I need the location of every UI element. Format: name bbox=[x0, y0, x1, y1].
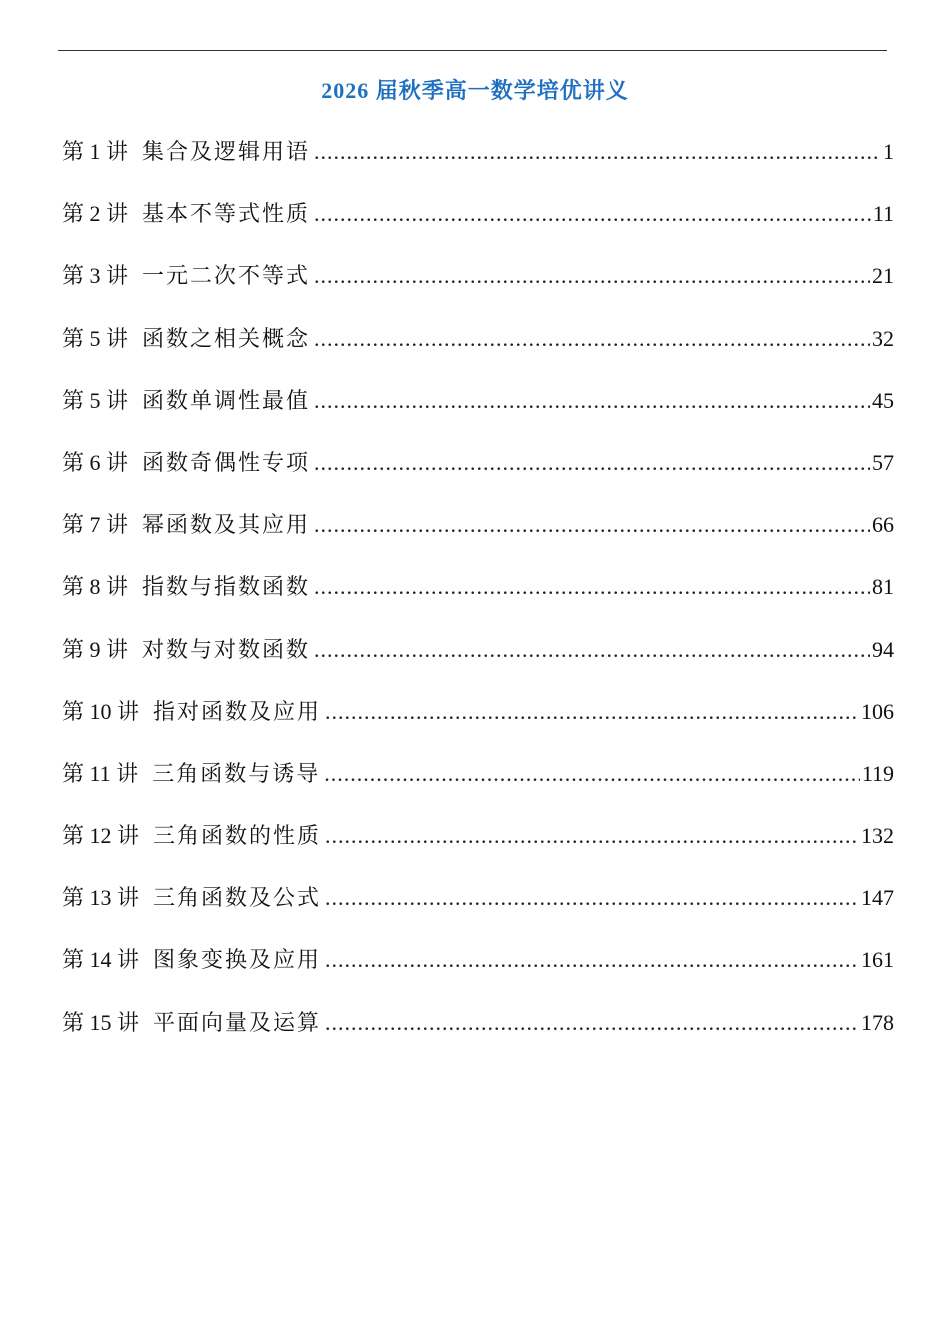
toc-entry[interactable] bbox=[62, 694, 894, 756]
toc-topic: 图象变换及应用 bbox=[153, 947, 322, 973]
toc-page-number: 81 bbox=[872, 574, 894, 600]
dot-leader bbox=[314, 569, 870, 605]
toc-topic: 函数之相关概念 bbox=[142, 325, 311, 351]
toc-page-number: 178 bbox=[861, 1009, 894, 1035]
toc-page-number: 45 bbox=[872, 387, 894, 413]
toc-lecture-number: 第 5 讲 bbox=[62, 387, 129, 413]
toc-page-number: 161 bbox=[861, 947, 894, 973]
dot-leader bbox=[314, 445, 870, 481]
toc-topic: 函数奇偶性专项 bbox=[142, 449, 311, 475]
toc-topic: 三角函数的性质 bbox=[153, 823, 322, 849]
toc-lecture-number: 第 13 讲 bbox=[62, 885, 140, 911]
toc-entry[interactable] bbox=[62, 880, 894, 942]
toc-topic: 三角函数及公式 bbox=[153, 885, 322, 911]
toc-entry[interactable] bbox=[62, 445, 894, 507]
toc-lecture-number: 第 3 讲 bbox=[62, 263, 129, 289]
toc-page-number: 57 bbox=[872, 449, 894, 475]
toc-page-number: 132 bbox=[861, 823, 894, 849]
dot-leader bbox=[314, 383, 870, 419]
dot-leader bbox=[314, 196, 871, 232]
dot-leader bbox=[314, 134, 881, 170]
toc-page-number: 11 bbox=[872, 201, 894, 227]
toc-page-number: 66 bbox=[872, 512, 894, 538]
dot-leader bbox=[314, 507, 870, 543]
toc-entry[interactable] bbox=[62, 569, 894, 631]
toc-lecture-number: 第 9 讲 bbox=[62, 636, 129, 662]
dot-leader bbox=[324, 756, 860, 792]
toc-page-number: 94 bbox=[872, 636, 894, 662]
toc-topic: 幂函数及其应用 bbox=[142, 512, 311, 538]
toc-topic: 指数与指数函数 bbox=[142, 574, 311, 600]
toc-entry[interactable] bbox=[62, 258, 894, 320]
toc-page-number: 106 bbox=[861, 698, 894, 724]
toc-lecture-number: 第 11 讲 bbox=[62, 760, 139, 786]
toc-lecture-number: 第 5 讲 bbox=[62, 325, 129, 351]
dot-leader bbox=[314, 258, 870, 294]
header-rule bbox=[58, 50, 887, 51]
dot-leader bbox=[314, 632, 870, 668]
dot-leader bbox=[325, 818, 859, 854]
toc-entry[interactable] bbox=[62, 756, 894, 818]
toc-lecture-number: 第 2 讲 bbox=[62, 201, 129, 227]
toc-topic: 对数与对数函数 bbox=[142, 636, 311, 662]
toc-topic: 三角函数与诱导 bbox=[152, 760, 321, 786]
toc-entry[interactable] bbox=[62, 942, 894, 1004]
toc-topic: 基本不等式性质 bbox=[142, 201, 311, 227]
dot-leader bbox=[325, 880, 859, 916]
toc-entry[interactable] bbox=[62, 383, 894, 445]
toc-lecture-number: 第 6 讲 bbox=[62, 449, 129, 475]
toc-entry[interactable] bbox=[62, 507, 894, 569]
toc-lecture-number: 第 1 讲 bbox=[62, 139, 129, 164]
toc-page-number: 21 bbox=[872, 263, 894, 289]
dot-leader bbox=[325, 1005, 859, 1041]
toc-entry[interactable] bbox=[62, 134, 894, 196]
toc-page-number: 1 bbox=[883, 139, 894, 164]
document-title: 2026 届秋季高一数学培优讲义 bbox=[321, 78, 629, 103]
toc-topic: 指对函数及应用 bbox=[153, 698, 322, 724]
toc-page-number: 119 bbox=[861, 760, 894, 786]
toc-page-number: 147 bbox=[861, 885, 894, 911]
toc-lecture-number: 第 14 讲 bbox=[62, 947, 140, 973]
toc-topic: 集合及逻辑用语 bbox=[142, 139, 311, 164]
table-of-contents bbox=[62, 134, 894, 1067]
toc-page-number: 32 bbox=[872, 325, 894, 351]
toc-topic: 一元二次不等式 bbox=[142, 263, 311, 289]
toc-entry[interactable] bbox=[62, 1005, 894, 1067]
dot-leader bbox=[325, 694, 859, 730]
dot-leader bbox=[325, 942, 859, 978]
toc-lecture-number: 第 10 讲 bbox=[62, 698, 140, 724]
toc-lecture-number: 第 7 讲 bbox=[62, 512, 129, 538]
toc-entry[interactable] bbox=[62, 632, 894, 694]
toc-lecture-number: 第 15 讲 bbox=[62, 1009, 140, 1035]
toc-entry[interactable] bbox=[62, 818, 894, 880]
toc-lecture-number: 第 8 讲 bbox=[62, 574, 129, 600]
dot-leader bbox=[314, 321, 870, 357]
toc-topic: 平面向量及运算 bbox=[153, 1009, 322, 1035]
toc-lecture-number: 第 12 讲 bbox=[62, 823, 140, 849]
toc-entry[interactable] bbox=[62, 321, 894, 383]
toc-topic: 函数单调性最值 bbox=[142, 387, 311, 413]
toc-entry[interactable] bbox=[62, 196, 894, 258]
